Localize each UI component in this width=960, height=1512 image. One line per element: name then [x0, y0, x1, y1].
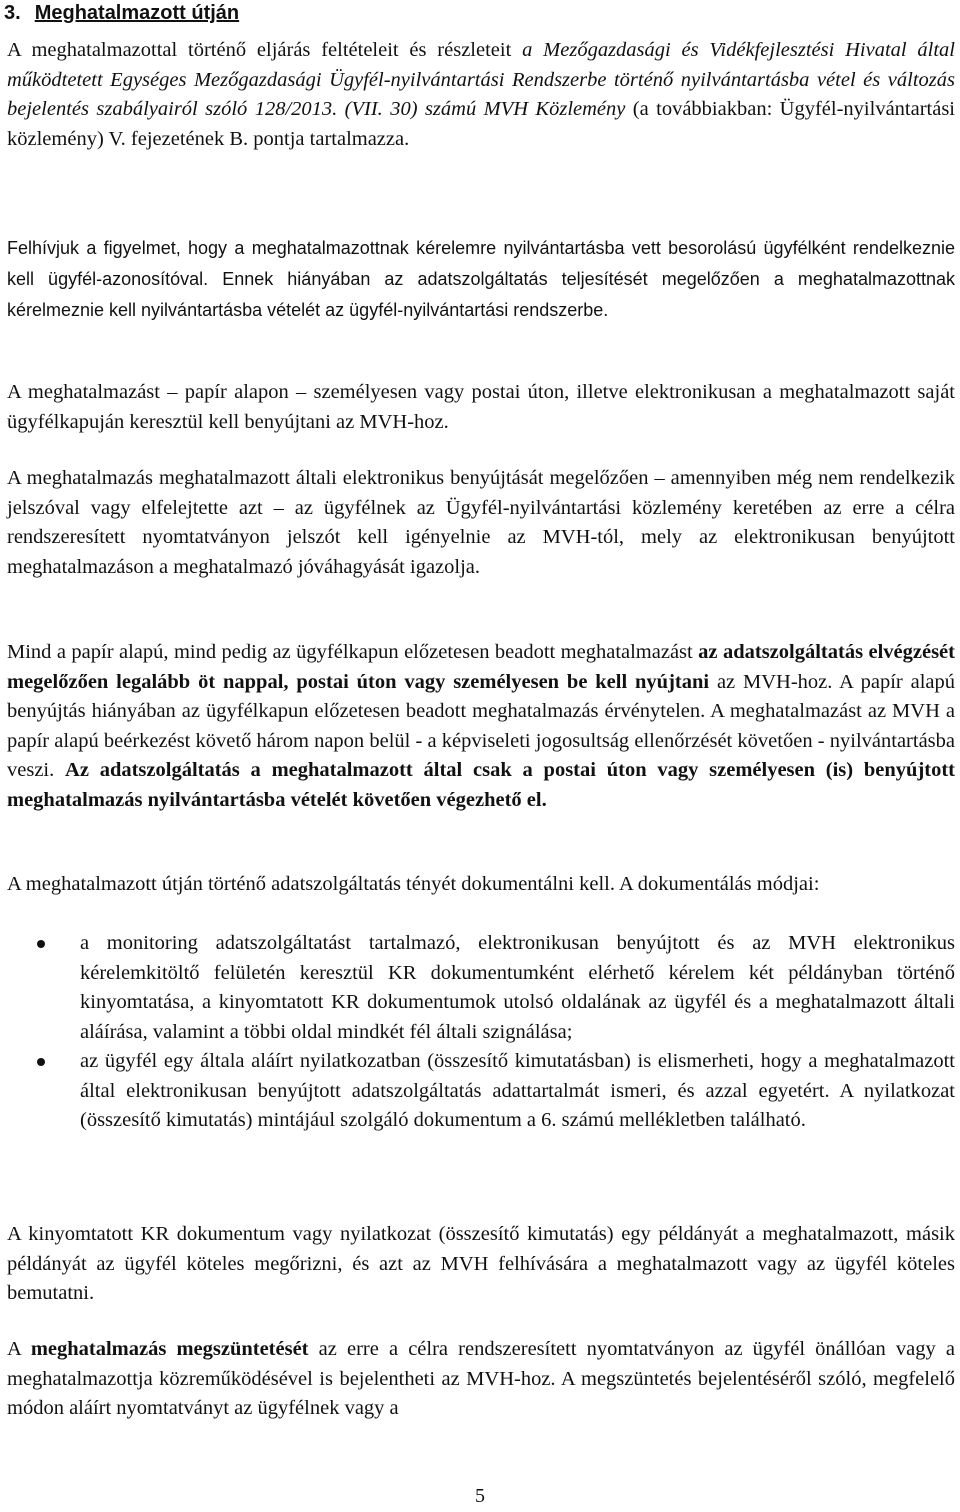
paragraph-notice — [7, 233, 955, 326]
paragraph-intro-text: A meghatalmazottal történő eljárás feltételeit és részleteit — [7, 39, 523, 61]
page-number: 5 — [475, 1485, 485, 1507]
section-number: 3. — [4, 2, 21, 24]
list-item-text: a monitoring adatszolgáltatást tartalmazó, elektronikusan benyújtott és az MVH elektronikus kérelemkitöltő felületén keresztül KR dokumentumként elérhető kérelem két példányban történő kinyomtatása, a kinyomtatott KR dokumentumok utolsó oldalának az ügyfél és a meghatalmazott általi aláírása, valamint a többi oldal mindkét fél általi szignálása; — [80, 932, 955, 1043]
paragraph-submission: A meghatalmazást – papír alapon – személyesen vagy postai úton, illetve elektronikusan a meghatalmazott saját ügyfélkapuján keresztül kell benyújtani az MVH-hoz. — [7, 381, 955, 433]
paragraph-deadline — [7, 638, 955, 815]
section-heading — [4, 0, 239, 26]
paragraph-documentation: A meghatalmazott útján történő adatszolgáltatás tényét dokumentálni kell. A dokumentálás módjai: — [7, 873, 820, 895]
termination-text-end: az erre a célra rendszeresített nyomtatványon az ügyfél önállóan vagy a meghatalmazottja közreműködésével is bejelentheti az MVH-hoz. A megszüntetés bejelentéséről szóló, megfelelő módon aláírt nyomtatványt az ügyfélnek vagy a — [7, 1338, 955, 1419]
bullet-icon — [37, 1058, 45, 1066]
list-item — [7, 1047, 955, 1136]
documentation-methods-list — [7, 929, 955, 1136]
deadline-text: Mind a papír alapú, mind pedig az ügyfélkapun előzetesen beadott meghatalmazást — [7, 641, 699, 663]
termination-text: A — [7, 1338, 31, 1360]
bullet-icon — [37, 940, 45, 948]
paragraph-termination — [7, 1335, 955, 1424]
paragraph-retention: A kinyomtatott KR dokumentum vagy nyilatkozat (összesítő kimutatás) egy példányát a meghatalmazott, másik példányát az ügyfél köteles megőrizni, és azt az MVH felhívására a meghatalmazott vagy az ügyfél köteles bemutatni. — [7, 1223, 955, 1304]
deadline-text-mid: az MVH-hoz. A papír alapú benyújtás hiányában az ügyfélkapun előzetesen beadott meghatalmazás érvénytelen. A meghatalmazást az MVH a papír alapú beérkezést követő három napon belül - a képviseleti jogosultság ellenőrzését követően - nyilvántartásba veszi. — [7, 670, 955, 781]
paragraph-intro-text-end: (a továbbiakban: Ügyfél-nyilvántartási közlemény) V. fejezetének B. pontja tartalmazza. — [7, 98, 956, 150]
termination-emphasis: meghatalmazás megszüntetését — [30, 1338, 309, 1360]
paragraph-intro — [7, 36, 955, 154]
notice-text-end: Ennek hiányában az adatszolgáltatás teljesítését megelőzően a meghatalmazottnak kérelmeznie kell nyilvántartásba vételét az ügyfél-nyilvántartási rendszerbe. — [7, 269, 955, 320]
section-title: Meghatalmazott útján — [34, 2, 240, 24]
deadline-condition: Az adatszolgáltatás a meghatalmazott által csak a postai úton vagy személyesen (is) benyújtott meghatalmazás nyilvántartásba vételét követően végezhető el. — [7, 759, 955, 811]
notice-text: Felhívjuk a figyelmet, hogy a meghatalmazottnak kérelemre nyilvántartásba vett besorolású ügyfélként rendelkeznie kell ügyfél-azonosítóval. — [7, 238, 955, 289]
regulation-citation: a Mezőgazdasági és Vidékfejlesztési Hivatal által működtetett Egységes Mezőgazdasági Ügyfél-nyilvántartási Rendszerbe történő nyilvántartásba vétel és változás bejelentés szabályairól szóló 128/2013. (VII. 30) számú MVH Közlemény — [7, 39, 955, 120]
deadline-emphasis: az adatszolgáltatás elvégzését megelőzően legalább öt nappal, postai úton vagy személyesen be kell nyújtani — [7, 641, 955, 693]
list-item — [7, 929, 955, 1047]
paragraph-password: A meghatalmazás meghatalmazott általi elektronikus benyújtását megelőzően – amennyiben még nem rendelkezik jelszóval vagy elfelejtette azt – az ügyfélnek az Ügyfél-nyilvántartási közlemény keretében az erre a célra rendszeresített nyomtatványon jelszót kell igényelnie az MVH-tól, mely az elektronikusan benyújtott meghatalmazáson a meghatalmazó jóváhagyását igazolja. — [7, 467, 955, 578]
list-item-text: az ügyfél egy általa aláírt nyilatkozatban (összesítő kimutatásban) is elismerheti, hogy a meghatalmazott által elektronikusan benyújtott adatszolgáltatás adattartalmát ismeri, és azzal egyetért. A nyilatkozat (összesítő kimutatás) mintájául szolgáló dokumentum a 6. számú mellékletben található. — [80, 1050, 955, 1131]
